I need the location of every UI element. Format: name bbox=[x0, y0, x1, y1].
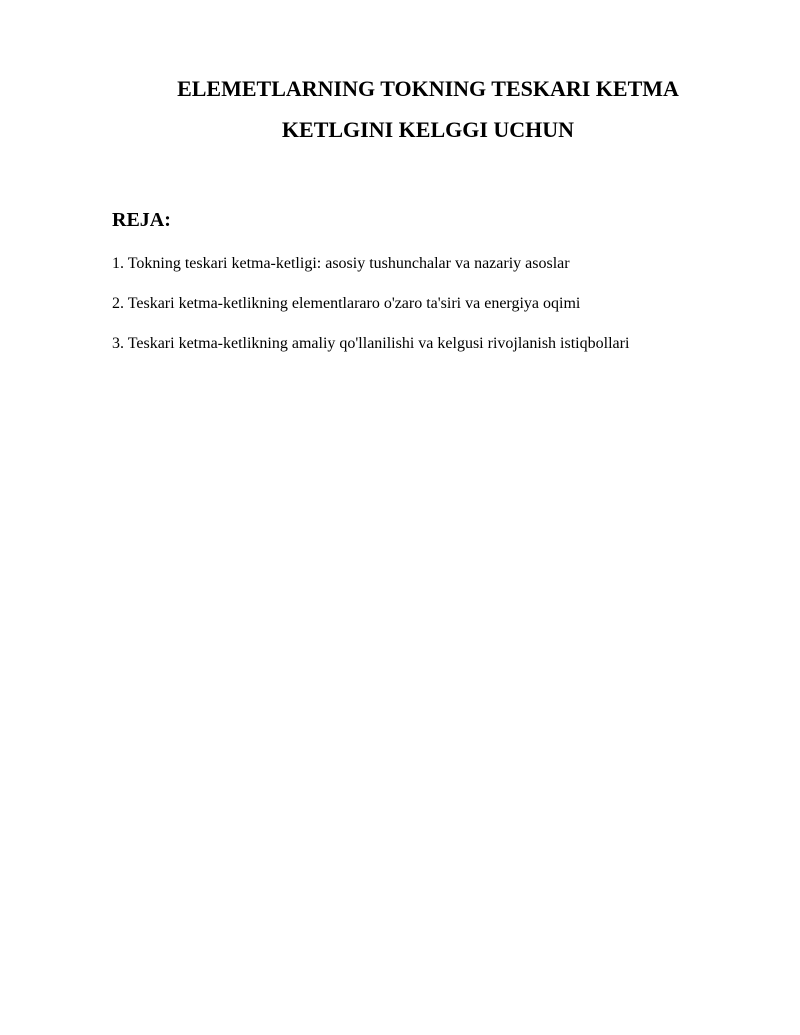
plan-item-3: 3. Teskari ketma-ketlikning amaliy qo'llanilishi va kelgusi rivojlanish istiqbollari bbox=[112, 335, 630, 352]
plan-item-2: 2. Teskari ketma-ketlikning elementlararo o'zaro ta'siri va energiya oqimi bbox=[112, 295, 581, 312]
document-title-line-2: KETLGINI KELGGI UCHUN bbox=[281, 117, 575, 142]
plan-list bbox=[112, 254, 772, 374]
plan-heading: REJA: bbox=[112, 209, 171, 231]
document-title-line-1: ELEMETLARNING TOKNING TESKARI KETMA bbox=[177, 76, 679, 101]
plan-item-1: 1. Tokning teskari ketma-ketligi: asosiy tushunchalar va nazariy asoslar bbox=[112, 255, 570, 272]
